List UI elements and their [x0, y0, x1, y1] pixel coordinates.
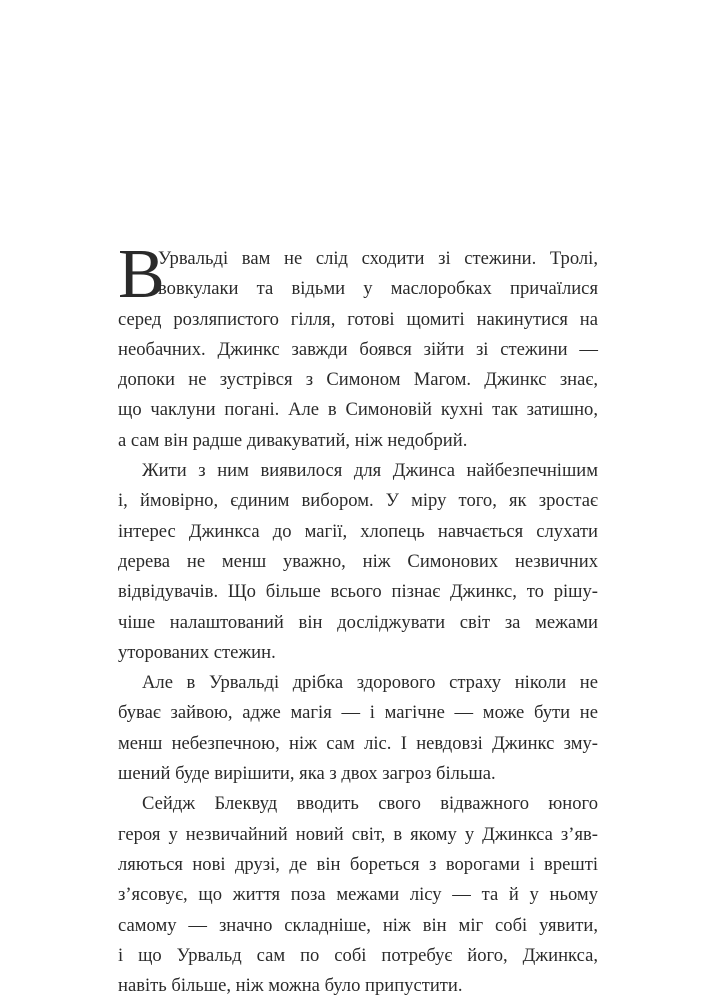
- text-line: з’ясовує, що життя поза межами лісу — та й у ньому: [118, 884, 598, 906]
- drop-cap: В: [118, 236, 165, 313]
- text-line: дерева не менш уважно, ніж Симонових незвичних: [118, 550, 598, 572]
- text-line: менш небезпечною, ніж сам ліс. І невдовзі Джинкс змy-: [118, 732, 598, 754]
- text-line: буває зайвою, адже магія — і магічне — може бути не: [118, 702, 598, 724]
- text-line: інтерес Джинкса до магії, хлопець навчається слухати: [118, 520, 598, 542]
- text-line: серед розляпистого гілля, готові щомиті накинутися на: [118, 308, 598, 330]
- blurb-text: [118, 236, 598, 1001]
- text-line: Сейдж Блеквуд вводить свого відважного юного: [142, 793, 598, 815]
- text-line: героя у незвичайний новий світ, в якому у Джинкса з’яв-: [118, 823, 598, 845]
- text-line: шений буде вирішити, яка з двох загроз більша.: [118, 763, 496, 785]
- text-line: навіть більше, ніж можна було припустити.: [118, 975, 463, 997]
- text-line: Але в Урвальді дрібка здорового страху ніколи не: [142, 672, 598, 694]
- text-line: Урвальді вам не слід сходити зі стежини. Тролі,: [158, 248, 598, 269]
- text-line: допоки не зустрівся з Симоном Магом. Джинкс знає,: [118, 369, 598, 391]
- text-line: ляються нові друзі, де він бореться з ворогами і врешті: [118, 853, 598, 875]
- text-line: відвідувачів. Що більше всього пізнає Джинкс, то рішу-: [118, 581, 598, 603]
- text-line: уторованих стежин.: [118, 641, 276, 663]
- text-line: чіше налаштований він досліджувати світ за межами: [118, 611, 598, 633]
- text-line: і що Урвальд сам по собі потребує його, Джинкса,: [118, 944, 598, 966]
- paragraph: [118, 668, 598, 789]
- paragraph: [118, 236, 598, 456]
- text-line: що чаклуни погані. Але в Симоновій кухні так затишно,: [118, 399, 598, 421]
- text-line: вовкулаки та відьми у маслоробках причаїлися: [158, 278, 598, 300]
- text-line: а сам він радше дивакуватий, ніж недобрий.: [118, 429, 468, 451]
- paragraph: [118, 456, 598, 668]
- text-line: і, ймовірно, єдиним вибором. У міру того, як зростає: [118, 490, 598, 512]
- text-line: самому — значно складніше, ніж він міг собі уявити,: [118, 914, 598, 936]
- text-line: Жити з ним виявилося для Джинса найбезпечнішим: [142, 460, 598, 482]
- text-line: необачних. Джинкс завжди боявся зійти зі стежини —: [118, 338, 598, 360]
- paragraph: [118, 789, 598, 1001]
